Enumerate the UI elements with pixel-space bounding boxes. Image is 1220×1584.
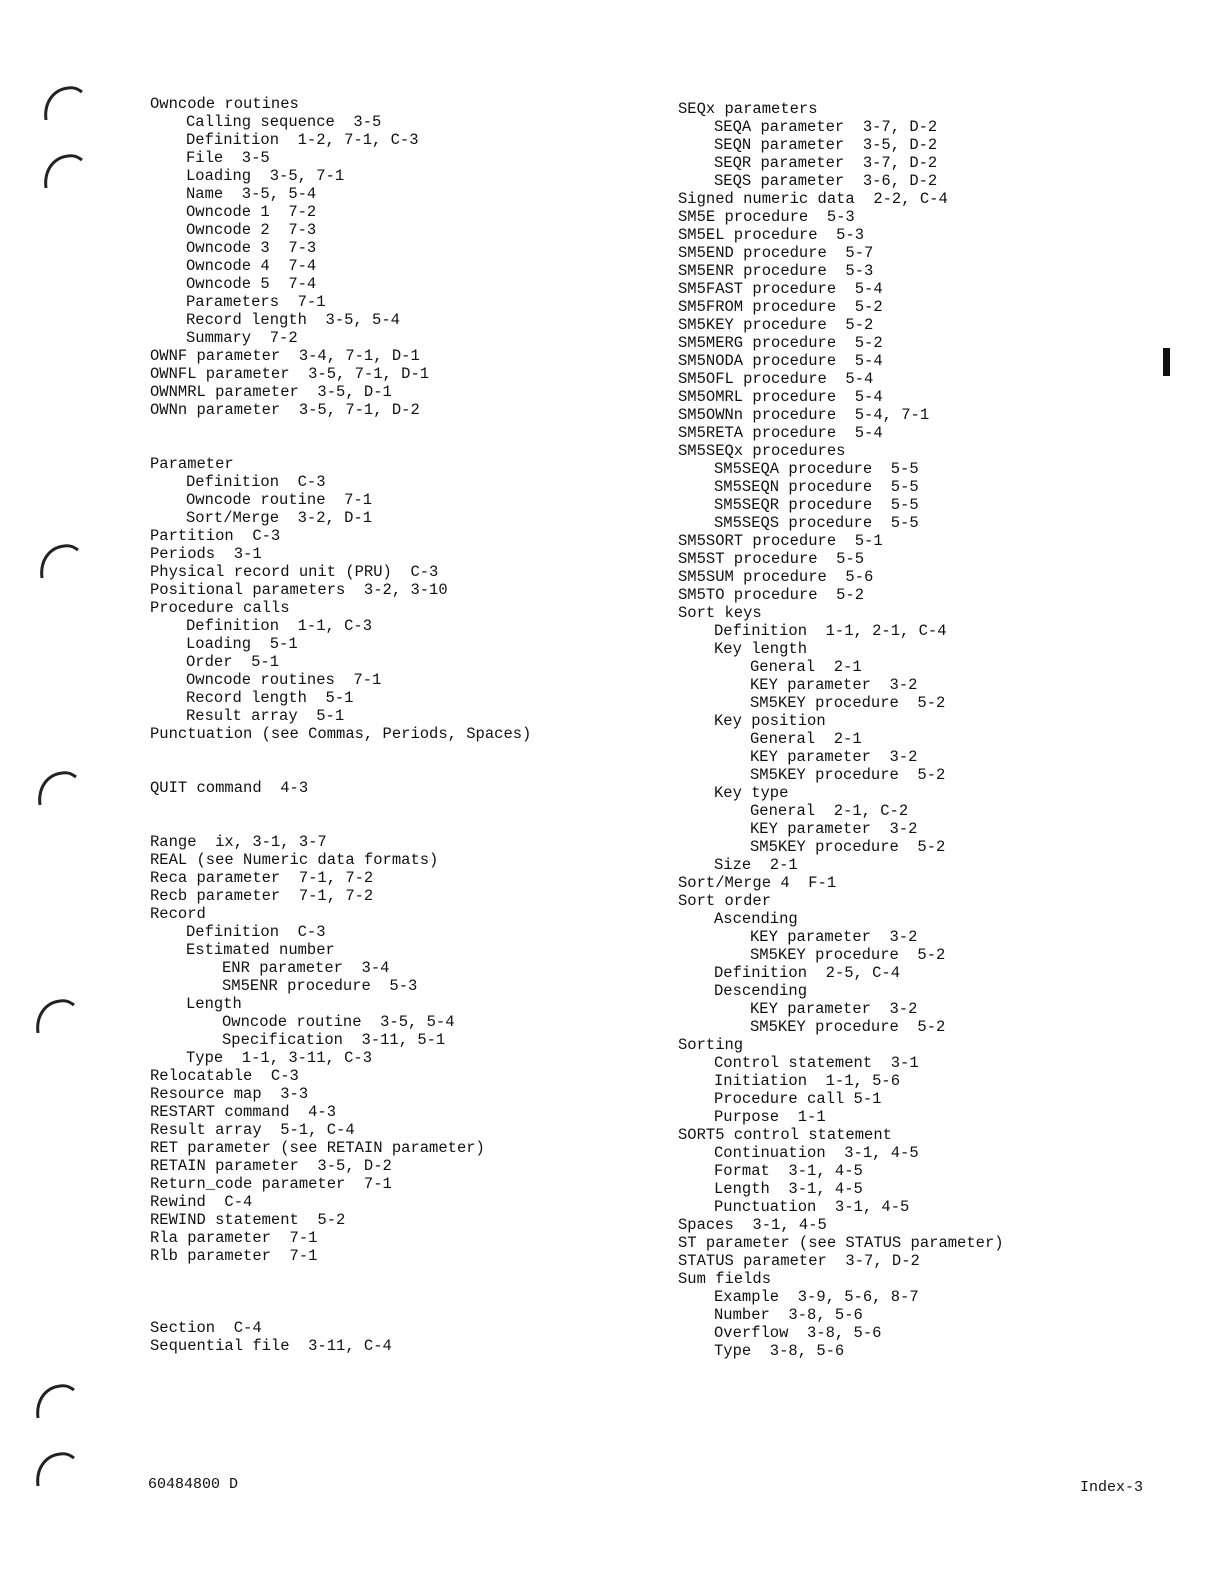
index-subentry: Order 5-1 bbox=[186, 653, 280, 671]
index-entry: SM5SUM procedure 5-6 bbox=[678, 568, 874, 586]
index-entry: Sort keys bbox=[678, 604, 762, 622]
index-subentry: KEY parameter 3-2 bbox=[750, 1000, 918, 1018]
punch-hole-icon bbox=[38, 148, 84, 194]
index-subentry: Size 2-1 bbox=[714, 856, 798, 874]
index-subentry: Summary 7-2 bbox=[186, 329, 298, 347]
index-subentry: Ascending bbox=[714, 910, 798, 928]
index-entry: RET parameter (see RETAIN parameter) bbox=[150, 1139, 485, 1157]
index-entry: Punctuation (see Commas, Periods, Spaces) bbox=[150, 725, 532, 743]
index-subentry: Purpose 1-1 bbox=[714, 1108, 826, 1126]
change-bar bbox=[1163, 348, 1170, 376]
index-entry: SM5EL procedure 5-3 bbox=[678, 226, 865, 244]
index-subentry: Overflow 3-8, 5-6 bbox=[714, 1324, 882, 1342]
index-entry: Reca parameter 7-1, 7-2 bbox=[150, 869, 374, 887]
index-entry: Return_code parameter 7-1 bbox=[150, 1175, 392, 1193]
index-entry: SM5TO procedure 5-2 bbox=[678, 586, 865, 604]
punch-hole-icon bbox=[32, 765, 78, 811]
index-subentry: Sort/Merge 3-2, D-1 bbox=[186, 509, 373, 527]
index-subentry: SM5SEQR procedure 5-5 bbox=[714, 496, 919, 514]
index-subentry: SM5KEY procedure 5-2 bbox=[750, 946, 946, 964]
index-subentry: General 2-1 bbox=[750, 658, 862, 676]
index-entry: OWNn parameter 3-5, 7-1, D-2 bbox=[150, 401, 420, 419]
page-number: Index-3 bbox=[1080, 1479, 1144, 1496]
index-subentry: ENR parameter 3-4 bbox=[222, 959, 390, 977]
index-subentry: SEQS parameter 3-6, D-2 bbox=[714, 172, 938, 190]
index-entry: Rewind C-4 bbox=[150, 1193, 253, 1211]
index-entry: Recb parameter 7-1, 7-2 bbox=[150, 887, 374, 905]
index-subentry: SM5KEY procedure 5-2 bbox=[750, 694, 946, 712]
index-entry: Result array 5-1, C-4 bbox=[150, 1121, 355, 1139]
index-entry: Sorting bbox=[678, 1036, 744, 1054]
index-subentry: Descending bbox=[714, 982, 808, 1000]
index-entry: OWNF parameter 3-4, 7-1, D-1 bbox=[150, 347, 420, 365]
punch-hole-icon bbox=[38, 80, 84, 126]
index-subentry: Owncode routine 3-5, 5-4 bbox=[222, 1013, 455, 1031]
index-entry: SM5ST procedure 5-5 bbox=[678, 550, 865, 568]
index-subentry: Definition 1-1, 2-1, C-4 bbox=[714, 622, 947, 640]
index-entry: Section C-4 bbox=[150, 1319, 262, 1337]
index-entry: Signed numeric data 2-2, C-4 bbox=[678, 190, 948, 208]
index-entry: RESTART command 4-3 bbox=[150, 1103, 337, 1121]
index-subentry: Definition 2-5, C-4 bbox=[714, 964, 901, 982]
index-entry: Owncode routines bbox=[150, 95, 299, 113]
index-subentry: SEQN parameter 3-5, D-2 bbox=[714, 136, 938, 154]
index-subentry: SM5KEY procedure 5-2 bbox=[750, 766, 946, 784]
index-subentry: SM5KEY procedure 5-2 bbox=[750, 838, 946, 856]
index-entry: Record bbox=[150, 905, 206, 923]
index-subentry: Format 3-1, 4-5 bbox=[714, 1162, 863, 1180]
index-entry: SM5OWNn procedure 5-4, 7-1 bbox=[678, 406, 930, 424]
blank-line bbox=[150, 743, 531, 761]
index-subentry: Continuation 3-1, 4-5 bbox=[714, 1144, 919, 1162]
index-subentry: Length bbox=[186, 995, 242, 1013]
index-subentry: Definition 1-1, C-3 bbox=[186, 617, 373, 635]
index-subentry: Owncode routines 7-1 bbox=[186, 671, 382, 689]
index-entry: SM5NODA procedure 5-4 bbox=[678, 352, 883, 370]
index-entry: Procedure calls bbox=[150, 599, 290, 617]
index-subentry: Owncode 5 7-4 bbox=[186, 275, 317, 293]
blank-line bbox=[150, 1265, 531, 1283]
index-entry: ST parameter (see STATUS parameter) bbox=[678, 1234, 1004, 1252]
index-subentry: SM5ENR procedure 5-3 bbox=[222, 977, 418, 995]
index-subentry: Definition C-3 bbox=[186, 473, 326, 491]
index-entry: SM5FROM procedure 5-2 bbox=[678, 298, 883, 316]
index-subentry: Control statement 3-1 bbox=[714, 1054, 919, 1072]
index-subentry: Owncode 2 7-3 bbox=[186, 221, 317, 239]
index-subentry: Calling sequence 3-5 bbox=[186, 113, 382, 131]
index-entry: Spaces 3-1, 4-5 bbox=[678, 1216, 827, 1234]
document-number: 60484800 D bbox=[148, 1476, 239, 1493]
index-subentry: Type 1-1, 3-11, C-3 bbox=[186, 1049, 373, 1067]
index-subentry: Number 3-8, 5-6 bbox=[714, 1306, 863, 1324]
index-subentry: Estimated number bbox=[186, 941, 335, 959]
index-entry: Physical record unit (PRU) C-3 bbox=[150, 563, 439, 581]
index-subentry: General 2-1 bbox=[750, 730, 862, 748]
index-entry: SM5RETA procedure 5-4 bbox=[678, 424, 883, 442]
index-subentry: SM5KEY procedure 5-2 bbox=[750, 1018, 946, 1036]
punch-hole-icon bbox=[30, 993, 76, 1039]
index-subentry: General 2-1, C-2 bbox=[750, 802, 909, 820]
index-subentry: Record length 3-5, 5-4 bbox=[186, 311, 400, 329]
index-subentry: Parameters 7-1 bbox=[186, 293, 326, 311]
index-subentry: Loading 5-1 bbox=[186, 635, 298, 653]
index-subentry: SEQR parameter 3-7, D-2 bbox=[714, 154, 938, 172]
index-subentry: Length 3-1, 4-5 bbox=[714, 1180, 863, 1198]
index-entry: Relocatable C-3 bbox=[150, 1067, 299, 1085]
index-subentry: SEQA parameter 3-7, D-2 bbox=[714, 118, 938, 136]
index-entry: Range ix, 3-1, 3-7 bbox=[150, 833, 327, 851]
index-subentry: Owncode 1 7-2 bbox=[186, 203, 317, 221]
index-subentry: KEY parameter 3-2 bbox=[750, 820, 918, 838]
index-subentry: Key type bbox=[714, 784, 789, 802]
blank-line bbox=[150, 1301, 531, 1319]
index-subentry: Record length 5-1 bbox=[186, 689, 354, 707]
index-entry: Sort/Merge 4 F-1 bbox=[678, 874, 837, 892]
index-subentry: Owncode 3 7-3 bbox=[186, 239, 317, 257]
index-entry: Rla parameter 7-1 bbox=[150, 1229, 318, 1247]
index-subentry: Type 3-8, 5-6 bbox=[714, 1342, 845, 1360]
index-column-right bbox=[678, 100, 1004, 1360]
index-entry: Partition C-3 bbox=[150, 527, 281, 545]
index-subentry: Definition C-3 bbox=[186, 923, 326, 941]
index-entry: STATUS parameter 3-7, D-2 bbox=[678, 1252, 920, 1270]
index-subentry: Definition 1-2, 7-1, C-3 bbox=[186, 131, 419, 149]
index-entry: SM5E procedure 5-3 bbox=[678, 208, 855, 226]
index-entry: SM5KEY procedure 5-2 bbox=[678, 316, 874, 334]
index-subentry: Specification 3-11, 5-1 bbox=[222, 1031, 446, 1049]
index-entry: Periods 3-1 bbox=[150, 545, 262, 563]
index-entry: Rlb parameter 7-1 bbox=[150, 1247, 318, 1265]
index-entry: Sequential file 3-11, C-4 bbox=[150, 1337, 392, 1355]
index-subentry: File 3-5 bbox=[186, 149, 270, 167]
index-entry: Sum fields bbox=[678, 1270, 772, 1288]
index-entry: OWNFL parameter 3-5, 7-1, D-1 bbox=[150, 365, 430, 383]
index-entry: SM5END procedure 5-7 bbox=[678, 244, 874, 262]
index-entry: Resource map 3-3 bbox=[150, 1085, 309, 1103]
index-subentry: Example 3-9, 5-6, 8-7 bbox=[714, 1288, 919, 1306]
index-subentry: Punctuation 3-1, 4-5 bbox=[714, 1198, 910, 1216]
index-subentry: Loading 3-5, 7-1 bbox=[186, 167, 345, 185]
index-subentry: KEY parameter 3-2 bbox=[750, 676, 918, 694]
blank-line bbox=[150, 815, 531, 833]
index-subentry: Key position bbox=[714, 712, 826, 730]
index-entry: SM5SEQx procedures bbox=[678, 442, 846, 460]
index-subentry: Name 3-5, 5-4 bbox=[186, 185, 317, 203]
index-entry: SM5FAST procedure 5-4 bbox=[678, 280, 883, 298]
index-entry: SM5OMRL procedure 5-4 bbox=[678, 388, 883, 406]
blank-line bbox=[150, 419, 531, 437]
index-subentry: Key length bbox=[714, 640, 808, 658]
index-subentry: Owncode 4 7-4 bbox=[186, 257, 317, 275]
index-entry: Positional parameters 3-2, 3-10 bbox=[150, 581, 448, 599]
index-entry: Sort order bbox=[678, 892, 772, 910]
index-entry: SM5MERG procedure 5-2 bbox=[678, 334, 883, 352]
index-subentry: SM5SEQN procedure 5-5 bbox=[714, 478, 919, 496]
index-entry: SM5OFL procedure 5-4 bbox=[678, 370, 874, 388]
index-subentry: KEY parameter 3-2 bbox=[750, 928, 918, 946]
index-subentry: SM5SEQA procedure 5-5 bbox=[714, 460, 919, 478]
index-entry: REAL (see Numeric data formats) bbox=[150, 851, 439, 869]
index-column-left bbox=[150, 95, 531, 1355]
index-subentry: KEY parameter 3-2 bbox=[750, 748, 918, 766]
index-entry: SM5ENR procedure 5-3 bbox=[678, 262, 874, 280]
index-entry: RETAIN parameter 3-5, D-2 bbox=[150, 1157, 392, 1175]
index-entry: SEQx parameters bbox=[678, 100, 818, 118]
index-subentry: SM5SEQS procedure 5-5 bbox=[714, 514, 919, 532]
index-entry: Parameter bbox=[150, 455, 234, 473]
index-entry: QUIT command 4-3 bbox=[150, 779, 309, 797]
index-entry: OWNMRL parameter 3-5, D-1 bbox=[150, 383, 392, 401]
index-entry: REWIND statement 5-2 bbox=[150, 1211, 346, 1229]
index-subentry: Initiation 1-1, 5-6 bbox=[714, 1072, 901, 1090]
punch-hole-icon bbox=[34, 538, 80, 584]
blank-line bbox=[150, 797, 531, 815]
index-subentry: Procedure call 5-1 bbox=[714, 1090, 882, 1108]
index-entry: SORT5 control statement bbox=[678, 1126, 892, 1144]
index-subentry: Owncode routine 7-1 bbox=[186, 491, 373, 509]
blank-line bbox=[150, 1283, 531, 1301]
punch-hole-icon bbox=[30, 1446, 76, 1492]
blank-line bbox=[150, 437, 531, 455]
punch-hole-icon bbox=[30, 1378, 76, 1424]
index-subentry: Result array 5-1 bbox=[186, 707, 345, 725]
index-entry: SM5SORT procedure 5-1 bbox=[678, 532, 883, 550]
blank-line bbox=[150, 761, 531, 779]
